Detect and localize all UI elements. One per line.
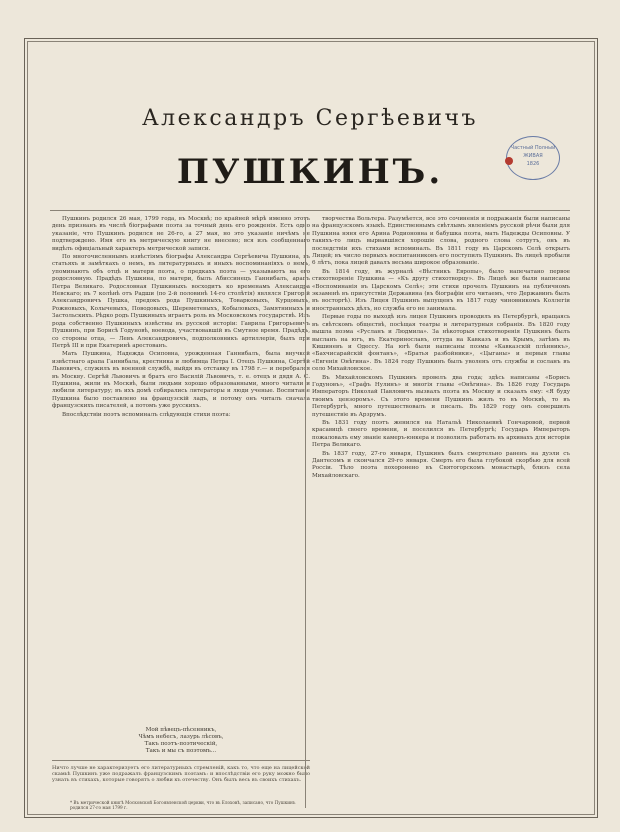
stamp-line-1: Частный Полный — [510, 145, 556, 151]
footnote-rule — [52, 760, 310, 761]
right-paragraph: творчества Вольтера. Разумѣется, все это сочиненія и подражанія были написаны на французскомъ языкѣ. Единственнымъ свѣтлымъ явленіемъ русской рѣчи были для Пушкина няня его Арина Родионовна и бабушка поэта, мать Надежды Осиповны. У такихъ-то лицъ вырвавшіяся хорошіе слова, родного слова сотрутъ, онъ въ последствіи ихъ стихами вспоминалъ. Въ 1811 году въ Царскомъ Селѣ открытъ Лицей; въ число первыхъ воспитанниковъ его поступилъ Пушкинъ. Въ лицеѣ пробыли 6 лѣтъ, пока лицей давалъ весьма широкое образованіе. — [312, 216, 570, 267]
left-column — [52, 216, 310, 420]
right-paragraph: Первые годы по выходѣ изъ лицея Пушкинъ проводилъ въ Петербургѣ, вращаясь въ свѣтскомъ обществѣ, посѣщая театры и литературныя собранія. Въ 1820 году вышла поэма «Русланъ и Людмила». За нѣкоторыя стихотворенія Пушкинъ былъ высланъ на югъ, въ Екатеринославъ, оттуда на Кавказъ и въ Крымъ, затѣмъ въ Кишиневъ и Одессу. На югѣ были написаны поэмы «Кавказскій плѣнникъ», «Бахчисарайскій фонтанъ», «Братья разбойники», «Цыганы» и первыя главы «Евгенія Онѣгина». Въ 1824 году Пушкинъ былъ уволенъ отъ службы и сосланъ въ село Михайловское. — [312, 314, 570, 373]
footnote-small-text: * Въ метрической книгѣ Московской Богоявленской церкви, что въ Елоховѣ, записано, что Пушкинъ родился 27-го мая 1799 г. — [70, 800, 296, 811]
poem-line: Такъ и мы съ поэтомъ... — [145, 748, 217, 754]
title-rule — [50, 210, 570, 211]
stamp-line-3: 1826 — [526, 161, 540, 167]
quoted-poem — [52, 727, 310, 755]
right-paragraph: Въ Михайловскомъ Пушкинъ провелъ два года; здѣсь написаны «Борисъ Годуновъ», «Графъ Нулинъ» и многія главы «Онѣгина». Въ 1826 году Государь Императоръ Николай Павловичъ вызвалъ поэта въ Москву и сказалъ ему: «Я буду твоимъ цензоромъ». Съ этого времени Пушкинъ жилъ то въ Москвѣ, то въ Петербургѣ, много путешествовалъ и писалъ. Въ 1829 году онъ совершилъ путешествіе въ Арзрумъ. — [312, 374, 570, 418]
left-paragraph: По многочисленнымъ извѣстіямъ біографы Александра Сергѣевича Пушкина, въ статьяхъ и замѣткахъ о немъ, въ литературныхъ и иныхъ воспоминаніяхъ о немъ, упоминаютъ объ отцѣ и матери поэта, о предкахъ поэта — указываютъ на его родословную. Прадѣдъ Пушкина, по матери, былъ Абиссинецъ Ганнибалъ, арапъ Петра Великаго. Родословная Пушкиныхъ восходитъ ко временамъ Александра Невскаго; въ 7 колѣнѣ отъ Радши (по 2-й половинѣ 14-го столѣтія) являлся Григорій Александровичъ Пушка, предокъ рода Пушкиныхъ, Товарковыхъ, Курцовыхъ, Рожновыхъ, Колычевыхъ, Поводовыхъ, Шереметевыхъ, Кобыловыхъ, Замятниныхъ и Застольскихъ. Рѣдко родъ Пушкиныхъ играетъ роль въ Московскомъ государствѣ. Изъ рода собственно Пушкиныхъ извѣстны въ русской исторіи: Гаврила Григорьевичъ Пушкинъ, при Борисѣ Годуновѣ, воевода, участвовавшій въ Смутное время. Прадѣдъ, со стороны отца, — Левъ Александровичъ, подполковникъ артиллеріи, былъ при Петрѣ III и при Екатеринѣ арестованъ. — [52, 254, 310, 349]
left-paragraph: Впослѣдствіи поэтъ вспоминалъ слѣдующія стихи поэта: — [62, 411, 231, 418]
column-divider — [305, 218, 306, 808]
left-paragraph: Мать Пушкина, Надежда Осиповна, урожденная Ганнибалъ, была внучкой извѣстнаго арапа Ганнибала, крестника и любимца Петра I. Отецъ Пушкина, Сергѣй Львовичъ, служилъ въ военной службѣ, выйдя въ отставку въ 1798 г.— и перебрался въ Москву. Сергѣй Львовичъ и братъ его Василій Львовичъ, т. е. отецъ и дядя А. С. Пушкина, жили въ Москвѣ, были людьми хорошо образованными, много читали и любили литературу; въ ихъ домѣ собирались литераторы и люди ученые. Воспитаніе Пушкина было поставлено на французскій ладъ, и потому онъ читалъ сначала французскихъ писателей, а потомъ уже русскихъ. — [52, 351, 310, 410]
title-name: Александръ Сергѣевичъ — [142, 106, 478, 131]
right-column — [312, 216, 570, 481]
left-paragraph: Пушкинъ родился 26 мая, 1799 года, въ Москвѣ; по крайней мѣрѣ именно этотъ день признанъ въ числѣ біографами поэта за точный день его рожденія. Есть одно указаніе, что Пушкинъ родился не 26-го, а 27 мая, но это указаніе ничѣмъ не подтверждено. Имя его въ метрическую книгу не внесено; вся изъ сообщеннаго видѣлъ офиціальный характеръ метрической записи. — [52, 216, 310, 252]
stamp-line-2: ЖИВАЯ — [523, 153, 543, 159]
right-paragraph: Въ 1814 году, въ журналѣ «Вѣстникъ Европы», было напечатано первое стихотвореніе Пушкина — «Къ другу стихотворцу». Въ Лицеѣ же были написаны «Воспоминанія въ Царскомъ Селѣ»; эти стихи прочелъ Пушкинъ на публичномъ экзаменѣ въ присутствіи Державина (въ біографіи его читаемъ, что Державинъ былъ въ восторгѣ). Изъ Лицея Пушкинъ выпущенъ въ 1817 году чиновникомъ Коллегіи иностранныхъ дѣлъ, но служба его не занимала. — [312, 268, 570, 312]
right-paragraph: Въ 1837 году, 27-го января, Пушкинъ былъ смертельно раненъ на дуэли съ Дантесомъ и скончался 29-го января. Смерть его была глубокой скорбью для всей Россіи. Тѣло поэта похоронено въ Святогорскомъ монастырѣ, близъ села Михайловскаго. — [312, 450, 570, 479]
right-paragraph: Въ 1831 году поэтъ женился на Натальѣ Николаевнѣ Гончаровой, первой красавицѣ своего времени, и поселился въ Петербургѣ; Государь Императоръ пожаловалъ ему званіе камеръ-юнкера и позволилъ работать въ архивахъ для исторіи Петра Великаго. — [312, 419, 570, 449]
footnote-text: Ничто лучше не характеризуетъ его литературныхъ стремленій, какъ то, что еще на лицейской скамьѣ Пушкинъ уже подражалъ французскимъ поэтамъ: и впослѣдствіи его руку можно было узнать въ стихахъ, которые говорятъ о любви къ отечеству. Онъ былъ весь въ своихъ стихахъ. — [52, 765, 310, 784]
poem-line: Мой пѣвецъ-пѣсенникъ, — [145, 727, 217, 733]
poem-line: Чѣмъ небесъ, лазурь лѣсовъ, — [138, 734, 224, 740]
library-stamp — [506, 136, 560, 180]
poem-line: Такъ поэтъ-поэтическій, — [144, 741, 218, 747]
title-surname: ПУШКИНЪ. — [176, 152, 444, 192]
